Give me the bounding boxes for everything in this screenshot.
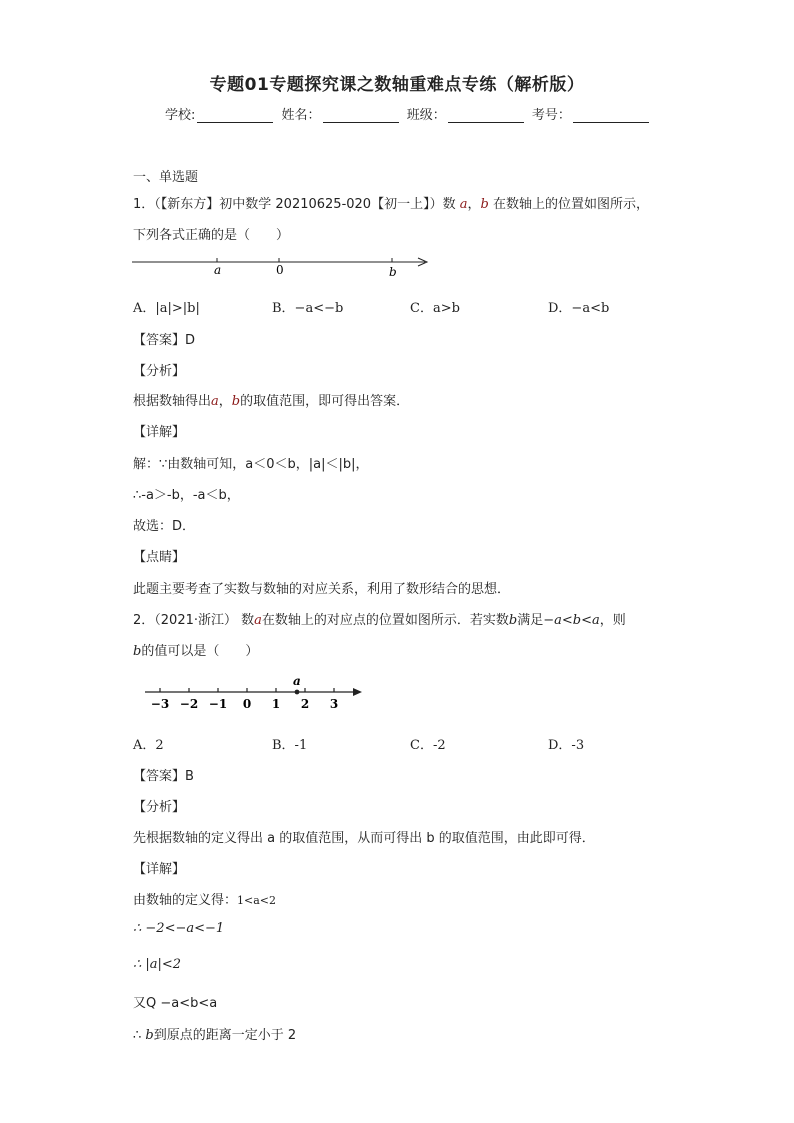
school-blank[interactable] — [197, 108, 273, 123]
q2-point-label-a: a — [293, 674, 301, 688]
q1-axis-label-a: a — [214, 263, 222, 277]
q2-tick-label: 1 — [271, 697, 281, 711]
exam-no-label: 考号： — [531, 108, 571, 123]
q2-stem-line1: 2．（2021·浙江） 数a在数轴上的对应点的位置如图所示．若实数b满足−a<b<a，则 — [133, 613, 626, 628]
q2-detail-line2: ∴ −2<−a<−1 — [133, 921, 225, 936]
q2-number-line — [140, 672, 370, 712]
q1-analysis-label: 【分析】 — [133, 364, 186, 379]
q1-option-c[interactable]: C．a>b — [410, 301, 460, 316]
q2-detail-line1: 由数轴的定义得：1<a<2 — [133, 893, 277, 908]
q2-tick-label: 0 — [242, 697, 252, 711]
q1-stem-line1: 1．（【新东方】初中数学 20210625-020【初一上】）数 a，b 在数轴上的位置如图所示， — [133, 197, 649, 212]
q2-answer: 【答案】B — [133, 769, 194, 784]
q2-stem-line2: b的值可以是（ ） — [133, 644, 259, 659]
q1-axis-label-b: b — [389, 265, 397, 279]
q2-detail-line3: ∴ |a|<2 — [133, 957, 182, 972]
q1-option-d[interactable]: D．−a<b — [548, 301, 610, 316]
q1-stem-line2: 下列各式正确的是（ ） — [133, 228, 290, 243]
q1-detail-line1: 解：∵由数轴可知，a＜0＜b，|a|＜|b|， — [133, 457, 369, 472]
q2-option-a[interactable]: A．2 — [133, 738, 164, 753]
class-blank[interactable] — [448, 108, 524, 123]
q2-detail-line5: ∴ b到原点的距离一定小于 2 — [133, 1028, 297, 1043]
q1-comment: 此题主要考查了实数与数轴的对应关系，利用了数形结合的思想． — [133, 582, 511, 597]
q1-detail-line2: ∴-a＞-b，-a＜b， — [133, 488, 240, 503]
q1-axis-label-0: 0 — [276, 263, 284, 277]
q2-analysis: 先根据数轴的定义得出 a 的取值范围，从而可得出 b 的取值范围，由此即可得． — [133, 831, 595, 846]
document-title: 专题01专题探究课之数轴重难点专练（解析版） — [209, 75, 585, 95]
section-title: 一、单选题 — [133, 170, 199, 185]
q1-detail-line3: 故选：D． — [133, 519, 196, 534]
q1-analysis: 根据数轴得出a，b的取值范围，即可得出答案． — [133, 394, 410, 409]
name-blank[interactable] — [323, 108, 399, 123]
q2-detail-line4: 又Q −a<b<a — [133, 996, 218, 1011]
q1-detail-label: 【详解】 — [133, 425, 186, 440]
q1-comment-label: 【点睛】 — [133, 550, 186, 565]
q2-option-d[interactable]: D．-3 — [548, 738, 585, 753]
q2-tick-label: −1 — [208, 697, 228, 711]
q2-tick-label: 2 — [300, 697, 310, 711]
class-label: 班级： — [406, 108, 446, 123]
q2-analysis-label: 【分析】 — [133, 800, 186, 815]
q1-answer: 【答案】D — [133, 333, 196, 348]
q2-option-c[interactable]: C．-2 — [410, 738, 446, 753]
q2-detail-label: 【详解】 — [133, 862, 186, 877]
exam-no-blank[interactable] — [573, 108, 649, 123]
q2-tick-label: −2 — [179, 697, 199, 711]
school-label: 学校: — [165, 108, 196, 123]
q2-point-a — [295, 690, 300, 695]
q2-tick-label: 3 — [329, 697, 339, 711]
q1-option-a[interactable]: A．|a|>|b| — [133, 301, 200, 316]
q1-option-b[interactable]: B．−a<−b — [272, 301, 344, 316]
q1-number-line — [130, 252, 440, 280]
q2-option-b[interactable]: B．-1 — [272, 738, 308, 753]
q2-tick-label: −3 — [150, 697, 170, 711]
student-info-line — [165, 104, 653, 123]
name-label: 姓名： — [281, 108, 321, 123]
